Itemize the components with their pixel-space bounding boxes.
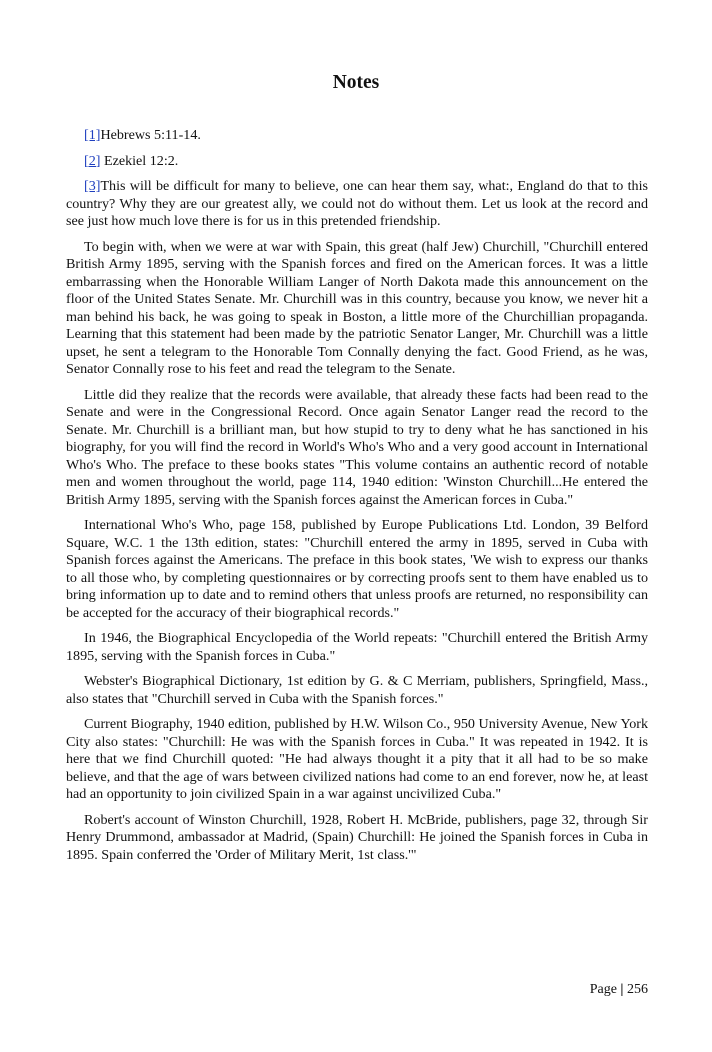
body-paragraph: Current Biography, 1940 edition, published by H.W. Wilson Co., 950 University Avenue, New York City also states: "Churchill: He was with the Spanish forces in Cuba." It was repeated in 1942. It is here that we find Churchill quoted: "He had always thought it a pity that it all had to be so make believe, and that the age of wars between civilized nations had come to an end forever, now he, at least had an opportunity to join civilized Spain in a war against uncivilized Cuba.": [66, 716, 648, 802]
body-paragraph: Little did they realize that the records were available, that already these facts had been read to the Senate and were in the Congressional Record. Once again Senator Langer read the record to the Senate. Mr. Churchill is a brilliant man, but how stupid to try to deny what he has sanctioned in his biography, for you will find the record in World's Who's Who and a very good account in International Who's Who. The preface to these books states "This volume contains an authentic record of notable men and women throughout the world, page 114, 1940 edition: 'Winston Churchill...He entered the British Army 1895, serving with the Spanish forces against the American forces in Cuba.": [66, 386, 648, 508]
body-paragraph: To begin with, when we were at war with Spain, this great (half Jew) Churchill, "Churchill entered British Army 1895, serving with the Spanish forces and fired on the American forces. It was a little embarrassing when the Honorable William Langer of North Dakota made this announcement on the floor of the United States Senate. Mr. Churchill was in this country, because you know, we never hit a man behind his back, he was going to speak in Boston, a little more of the Churchillian propaganda. Learning that this statement had been made by the patriotic Senator Langer, Mr. Churchill was a little upset, he sent a telegram to the Honorable Tom Connally denying the fact. Good Friend, as he was, Senator Connally rose to his feet and read the telegram to the Senate.: [66, 238, 648, 377]
footnote-link-2[interactable]: [2]: [84, 152, 101, 169]
page-separator: |: [616, 982, 627, 997]
footnote-text-3: This will be difficult for many to believe, one can hear them say, what:, England do that to this country? Why they are our greatest ally, we could not do without them. Let us look at the record and see just how much love there is for us in this pretended friendship.: [66, 178, 648, 229]
page-title: Notes: [332, 72, 380, 93]
page-footer: [590, 982, 648, 998]
footnote-3: [66, 178, 648, 231]
footnote-link-3[interactable]: [3]: [84, 178, 101, 194]
page-number: 256: [627, 982, 648, 997]
notes-body: [66, 127, 648, 872]
body-paragraph: In 1946, the Biographical Encyclopedia of the World repeats: "Churchill entered the British Army 1895, serving with the Spanish forces in Cuba.": [66, 630, 648, 664]
page-label: Page: [589, 982, 617, 997]
footnote-1: [66, 127, 648, 145]
footnote-text-2: Ezekiel 12:2.: [100, 152, 179, 169]
body-paragraph: International Who's Who, page 158, published by Europe Publications Ltd. London, 39 Belford Square, W.C. 1 the 13th edition, states: "Churchill entered the army in 1895, served in Cuba with Spanish forces against the Americans. The preface in this book states, 'We wish to express our thanks to all those who, by completing questionnaires or by correcting proofs sent to them have enabled us to bring information up to date and to remind others that unless proofs are returned, no responsibility can be accepted for the accuracy of their biographical records.": [66, 517, 648, 621]
body-paragraph: Webster's Biographical Dictionary, 1st edition by G. & C Merriam, publishers, Springfield, Mass., also states that "Churchill served in Cuba with the Spanish forces.": [66, 673, 648, 707]
footnote-text-1: Hebrews 5:11-14.: [100, 127, 201, 143]
footnote-link-1[interactable]: [1]: [84, 127, 101, 143]
footnote-2: [66, 153, 648, 171]
body-paragraph: Robert's account of Winston Churchill, 1928, Robert H. McBride, publishers, page 32, through Sir Henry Drummond, ambassador at Madrid, (Spain) Churchill: He joined the Spanish forces in Cuba in 1895. Spain conferred the 'Order of Military Merit, 1st class.'": [66, 811, 648, 863]
